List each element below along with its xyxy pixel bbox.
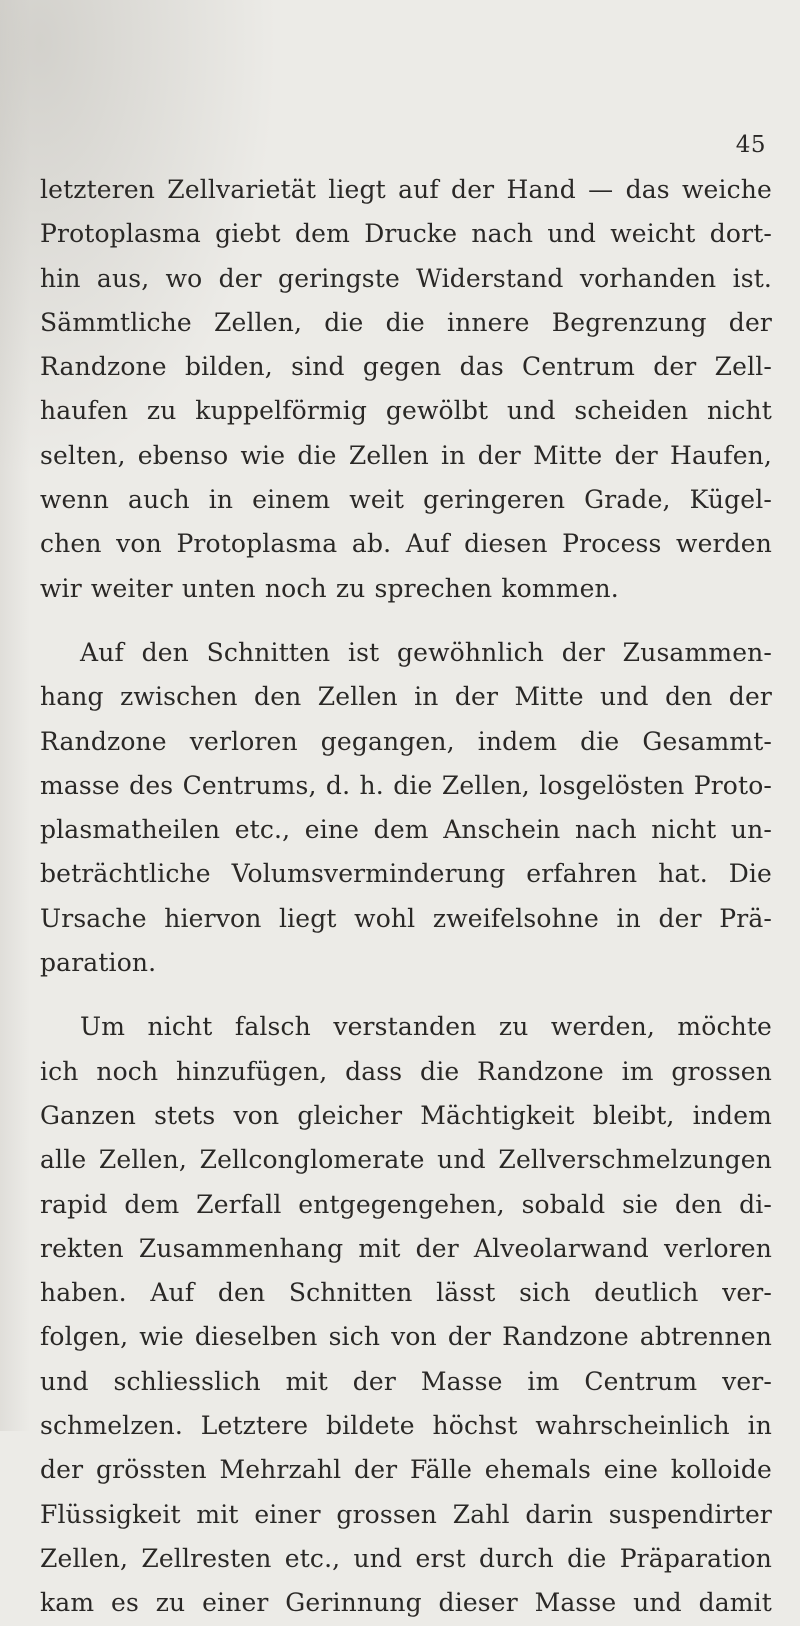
text-line: plasmatheilen etc., eine dem Anschein nach nicht un-: [40, 815, 772, 845]
text-line: selten, ebenso wie die Zellen in der Mitte der Haufen,: [40, 440, 772, 470]
text-line: Ganzen stets von gleicher Mächtigkeit bleibt, indem: [40, 1100, 772, 1130]
text-line: haufen zu kuppelförmig gewölbt und scheiden nicht: [40, 396, 772, 426]
text-line: hin aus, wo der geringste Widerstand vorhanden ist.: [40, 263, 772, 293]
text-line: Randzone bilden, sind gegen das Centrum der Zell-: [40, 352, 772, 382]
text-line: schmelzen. Letztere bildete höchst wahrscheinlich in: [40, 1411, 772, 1441]
text-line: haben. Auf den Schnitten lässt sich deutlich ver-: [40, 1278, 772, 1308]
paragraph-3: [40, 1005, 772, 1625]
text-line: masse des Centrums, d. h. die Zellen, losgelösten Proto-: [40, 770, 772, 800]
paragraph-1: [40, 168, 772, 611]
text-line: Ursache hiervon liegt wohl zweifelsohne in der Prä-: [40, 903, 772, 933]
text-line: paration.: [40, 948, 157, 978]
text-line: ich noch hinzufügen, dass die Randzone im grossen: [40, 1056, 772, 1086]
text-line: Sämmtliche Zellen, die die innere Begrenzung der: [40, 307, 772, 337]
text-line: Randzone verloren gegangen, indem die Gesammt-: [40, 726, 772, 756]
text-line: rapid dem Zerfall entgegengehen, sobald sie den di-: [40, 1189, 772, 1219]
body-text: [40, 168, 772, 1626]
text-line: wir weiter unten noch zu sprechen kommen.: [40, 573, 619, 603]
text-line: Um nicht falsch verstanden zu werden, möchte: [80, 1012, 772, 1042]
paragraph-gap: [40, 611, 772, 631]
text-line: beträchtliche Volumsverminderung erfahren hat. Die: [40, 859, 772, 889]
text-line: alle Zellen, Zellconglomerate und Zellverschmelzungen: [40, 1145, 772, 1175]
text-line: kam es zu einer Gerinnung dieser Masse und damit: [40, 1588, 772, 1618]
text-line: chen von Protoplasma ab. Auf diesen Process werden: [40, 529, 772, 559]
text-line: hang zwischen den Zellen in der Mitte und den der: [40, 682, 772, 712]
text-line: Zellen, Zellresten etc., und erst durch die Präparation: [40, 1543, 772, 1573]
text-line: letzteren Zellvarietät liegt auf der Hand — das weiche: [40, 175, 772, 204]
text-line: wenn auch in einem weit geringeren Grade, Kügel-: [40, 485, 772, 515]
text-line: der grössten Mehrzahl der Fälle ehemals eine kolloide: [40, 1455, 772, 1485]
text-line: folgen, wie dieselben sich von der Randzone abtrennen: [40, 1322, 772, 1352]
text-line: rekten Zusammenhang mit der Alveolarwand verloren: [40, 1233, 772, 1263]
paragraph-gap: [40, 985, 772, 1005]
page-number: 45: [735, 132, 766, 158]
text-line: Protoplasma giebt dem Drucke nach und weicht dort-: [40, 219, 772, 249]
text-line: und schliesslich mit der Masse im Centrum ver-: [40, 1366, 772, 1396]
text-line: Auf den Schnitten ist gewöhnlich der Zusammen-: [80, 637, 772, 667]
paragraph-2: [40, 631, 772, 985]
text-line: Flüssigkeit mit einer grossen Zahl darin suspendirter: [40, 1499, 772, 1529]
